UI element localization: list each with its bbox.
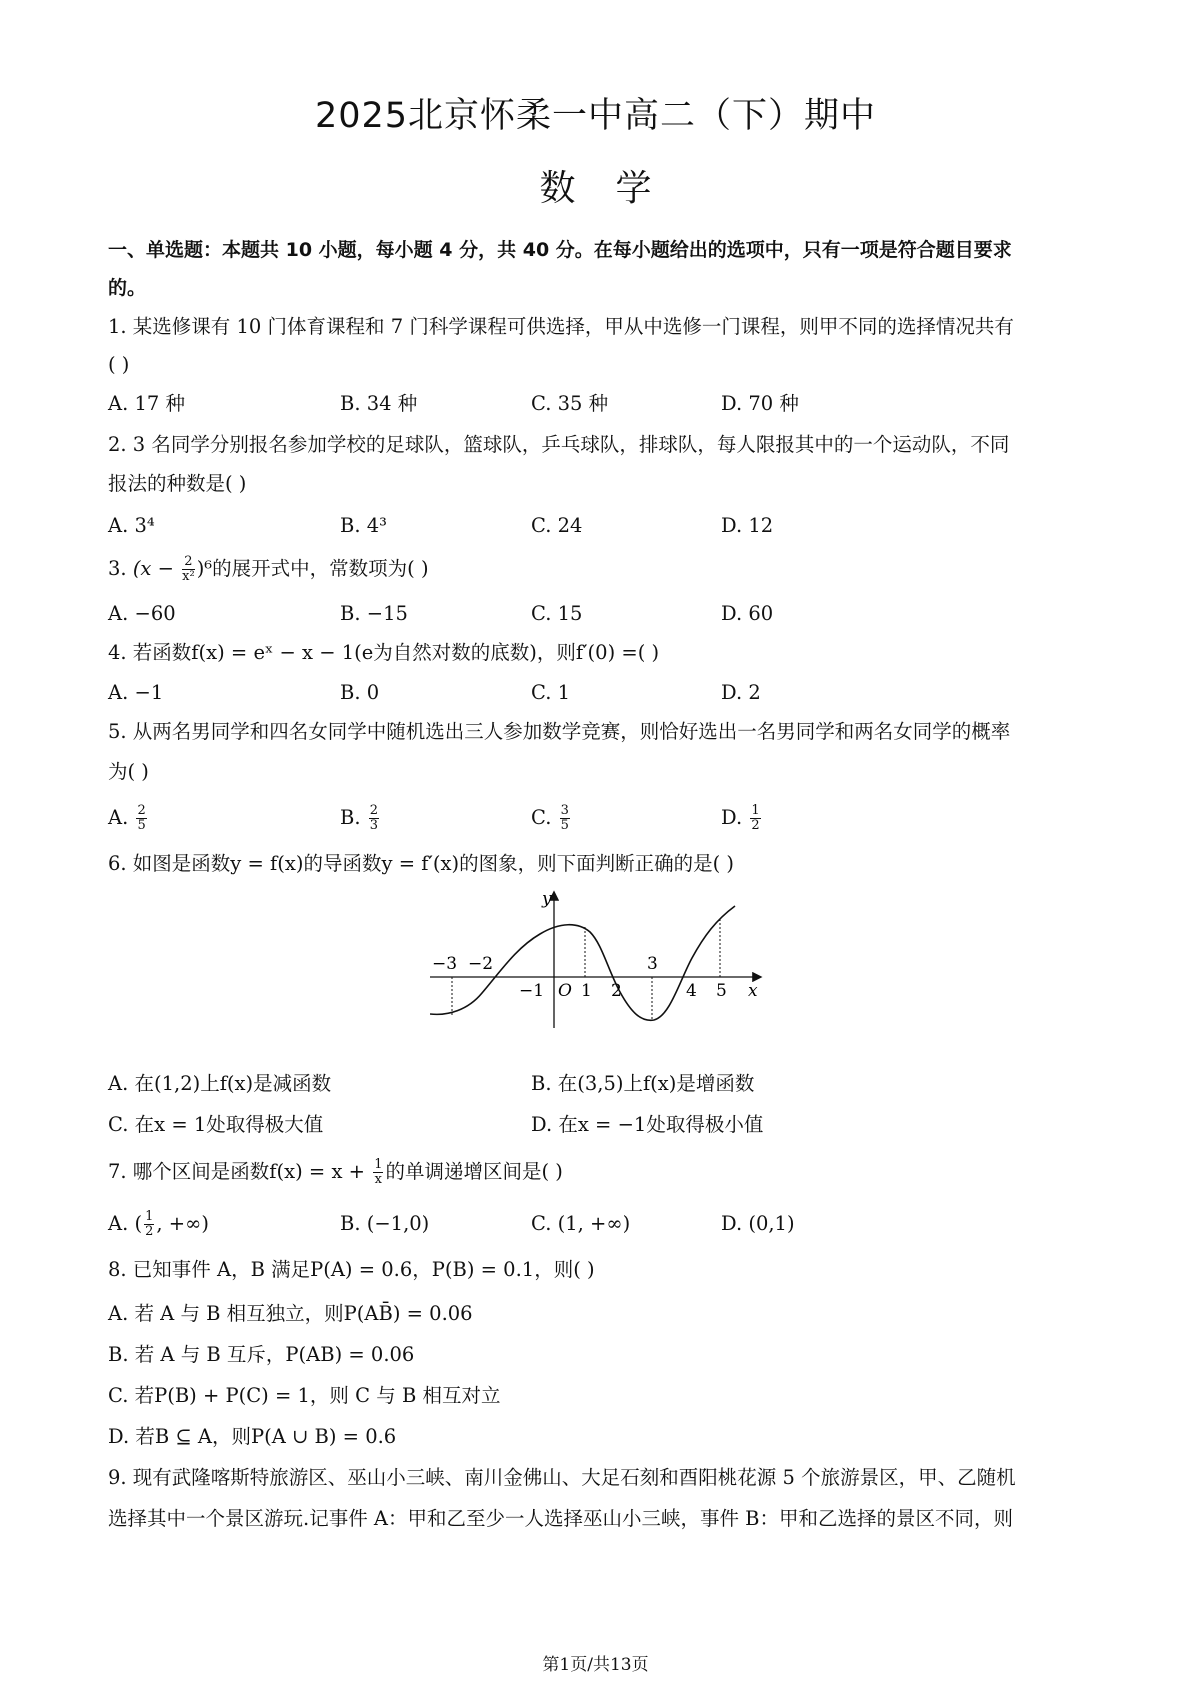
q5-b-label: B. [340, 806, 367, 829]
q7-a-den: 2 [145, 1224, 154, 1239]
q4-option-b: B. 0 [340, 681, 380, 704]
q3-suffix: 的展开式中，常数项为( ) [212, 557, 429, 580]
tick-label-3: 3 [647, 954, 658, 974]
q3-expr-tail: )⁶ [196, 557, 213, 580]
q5-a-label: A. [108, 806, 135, 829]
q7-a-num: 1 [145, 1209, 154, 1224]
tick-label-neg1: −1 [519, 981, 545, 1001]
tick-label-5: 5 [716, 981, 727, 1001]
q1-option-b: B. 34 种 [340, 392, 418, 415]
q4-option-d: D. 2 [721, 681, 761, 704]
origin-label: O [558, 981, 572, 1001]
q6-option-c: C. 在x = 1处取得极大值 [108, 1113, 324, 1136]
q3-option-b: B. −15 [340, 602, 408, 625]
q8-option-b: B. 若 A 与 B 互斥，P(AB) = 0.06 [108, 1343, 415, 1366]
tick-label-neg3: −3 [432, 954, 458, 974]
q5-c-den: 5 [560, 818, 569, 833]
q3-prefix: 3. [108, 557, 133, 580]
q8-option-c: C. 若P(B) + P(C) = 1，则 C 与 B 相互对立 [108, 1384, 501, 1407]
q7-stem-head: 7. 哪个区间是函数f(x) = x + [108, 1160, 372, 1183]
q5-c-fraction [560, 804, 570, 833]
q2-option-a: A. 3⁴ [108, 514, 155, 537]
question-7-stem [108, 1158, 1088, 1187]
q6-option-a: A. 在(1,2)上f(x)是减函数 [108, 1072, 332, 1095]
subject-title: 数学 [539, 168, 692, 209]
question-1-stem: 1. 某选修课有 10 门体育课程和 7 门科学课程可供选择，甲从中选修一门课程，则甲不同的选择情况共有 [108, 315, 1014, 338]
tick-label-4: 4 [686, 981, 697, 1001]
q5-a-num: 2 [137, 803, 146, 818]
q7-option-c: C. (1, +∞) [531, 1212, 631, 1235]
q7-fraction [373, 1158, 383, 1187]
q5-d-den: 2 [751, 818, 760, 833]
question-4-stem: 4. 若函数f(x) = eˣ − x − 1(e为自然对数的底数)，则f′(0) =( ) [108, 641, 660, 664]
q5-c-label: C. [531, 806, 558, 829]
q7-frac-den: x [374, 1172, 383, 1187]
q2-option-c: C. 24 [531, 514, 583, 537]
q7-a-tail: , +∞) [156, 1212, 209, 1235]
q5-option-c [531, 804, 572, 833]
question-3-stem [108, 555, 1088, 584]
derivative-graph [430, 888, 770, 1038]
q5-a-den: 5 [137, 818, 146, 833]
q5-b-fraction [369, 804, 379, 833]
q7-option-a [108, 1210, 209, 1239]
q8-option-d: D. 若B ⊆ A，则P(A ∪ B) = 0.6 [108, 1425, 397, 1448]
q8-option-a: A. 若 A 与 B 相互独立，则P(AB̄) = 0.06 [108, 1302, 473, 1325]
tick-label-1: 1 [581, 981, 592, 1001]
section-heading: 一、单选题：本题共 10 小题，每小题 4 分，共 40 分。在每小题给出的选项中，只有一项是符合题目要求 [108, 239, 1012, 261]
q3-expr-head: (x − [132, 557, 181, 580]
q5-a-fraction [136, 804, 146, 833]
q5-b-num: 2 [369, 803, 379, 818]
question-1-stem-cont: ( ) [108, 353, 130, 376]
q7-frac-num: 1 [374, 1157, 383, 1172]
question-2-stem: 2. 3 名同学分别报名参加学校的足球队，篮球队，乒乓球队，排球队，每人限报其中的一个运动队，不同 [108, 433, 1010, 456]
question-6-stem: 6. 如图是函数y = f(x)的导函数y = f′(x)的图象，则下面判断正确的是( ) [108, 852, 735, 875]
q3-option-c: C. 15 [531, 602, 583, 625]
q2-option-b: B. 4³ [340, 514, 387, 537]
q5-option-d [721, 804, 763, 833]
tick-label-2: 2 [611, 981, 622, 1001]
q5-d-fraction [750, 804, 760, 833]
q7-a-fraction [144, 1210, 154, 1239]
q5-d-label: D. [721, 806, 749, 829]
q1-option-c: C. 35 种 [531, 392, 609, 415]
q3-option-d: D. 60 [721, 602, 774, 625]
tick-label-neg2: −2 [468, 954, 494, 974]
q5-option-a [108, 804, 149, 833]
question-5-stem: 5. 从两名男同学和四名女同学中随机选出三人参加数学竞赛，则恰好选出一名男同学和两名女同学的概率 [108, 720, 1011, 743]
q3-frac-den: x² [182, 569, 195, 584]
q3-frac-num: 2 [182, 555, 195, 570]
q7-option-b: B. (−1,0) [340, 1212, 430, 1235]
question-2-stem-cont: 报法的种数是( ) [108, 472, 247, 495]
q7-a-head: A. ( [108, 1212, 143, 1235]
q7-stem-tail: 的单调递增区间是( ) [385, 1160, 563, 1183]
q7-option-d: D. (0,1) [721, 1212, 795, 1235]
q6-option-b: B. 在(3,5)上f(x)是增函数 [531, 1072, 755, 1095]
q5-c-num: 3 [560, 803, 569, 818]
question-5-stem-cont: 为( ) [108, 760, 149, 783]
q1-option-a: A. 17 种 [108, 392, 185, 415]
q5-b-den: 3 [369, 818, 379, 833]
q5-option-b [340, 804, 381, 833]
exam-title: 2025北京怀柔一中高二（下）期中 [314, 96, 877, 136]
page-footer: 第1页/共13页 [542, 1655, 649, 1675]
question-9-stem: 9. 现有武隆喀斯特旅游区、巫山小三峡、南川金佛山、大足石刻和酉阳桃花源 5 个旅游景区，甲、乙随机 [108, 1466, 1016, 1489]
question-8-stem: 8. 已知事件 A，B 满足P(A) = 0.6，P(B) = 0.1，则( ) [108, 1258, 595, 1281]
section-heading-cont: 的。 [108, 277, 147, 299]
q4-option-c: C. 1 [531, 681, 571, 704]
q3-option-a: A. −60 [108, 602, 176, 625]
q5-d-num: 1 [751, 803, 760, 818]
y-axis-label: y [542, 889, 552, 909]
q1-option-d: D. 70 种 [721, 392, 799, 415]
q3-fraction [182, 555, 195, 584]
question-9-stem-cont: 选择其中一个景区游玩.记事件 A：甲和乙至少一人选择巫山小三峡，事件 B：甲和乙选择的景区不同，则 [108, 1507, 1014, 1530]
x-axis-label: x [748, 981, 758, 1001]
q4-option-a: A. −1 [108, 681, 164, 704]
q6-option-d: D. 在x = −1处取得极小值 [531, 1113, 764, 1136]
q2-option-d: D. 12 [721, 514, 774, 537]
